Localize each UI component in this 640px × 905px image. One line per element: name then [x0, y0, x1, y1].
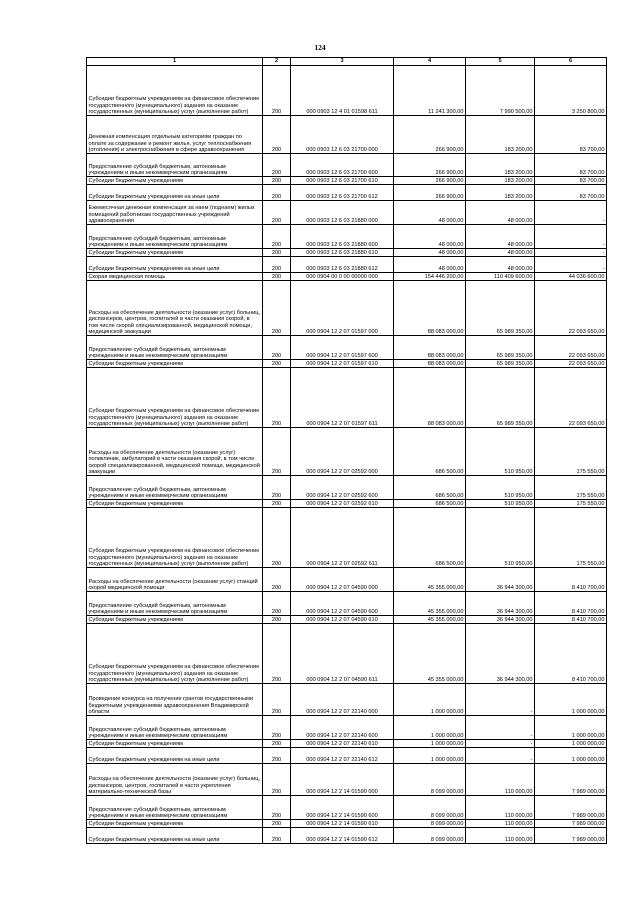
row-amount-total: 48 000,00	[394, 249, 466, 257]
row-column-2: 200	[263, 716, 291, 740]
row-amount-total: 88 083 000,00	[394, 281, 466, 336]
table-row	[87, 716, 607, 740]
row-column-2: 200	[263, 154, 291, 177]
table-row	[87, 185, 607, 201]
column-header: 6	[535, 58, 607, 66]
row-amount-col-6: 22 093 650,00	[535, 368, 607, 428]
row-amount-total: 686 500,00	[394, 428, 466, 476]
row-amount-col-5: 65 989 350,00	[466, 336, 535, 360]
row-column-2: 200	[263, 273, 291, 281]
row-budget-code: 000 0903 12 6 03 21880 600	[291, 225, 394, 249]
row-column-2: 200	[263, 764, 291, 796]
row-name	[87, 616, 263, 624]
row-amount-col-5: 110 409 600,00	[466, 273, 535, 281]
row-name-text: Предоставление субсидий бюджетным, автономным учреждениям и иным некоммерческим организациям	[88, 806, 228, 819]
row-column-2: 200	[263, 748, 291, 764]
table-row	[87, 828, 607, 844]
row-amount-total: 88 083 000,00	[394, 360, 466, 368]
row-budget-code: 000 0903 12 6 03 21700 612	[291, 185, 394, 201]
row-name	[87, 360, 263, 368]
row-budget-code: 000 0904 12 2 07 22140 610	[291, 740, 394, 748]
row-amount-total: 48 000,00	[394, 201, 466, 225]
row-budget-code: 000 0904 12 2 14 01590 600	[291, 796, 394, 820]
row-amount-col-6: 8 410 700,00	[535, 624, 607, 684]
table-row	[87, 281, 607, 336]
row-column-2: 200	[263, 336, 291, 360]
row-amount-col-6: 8 410 700,00	[535, 616, 607, 624]
row-name-text: Денежная компенсация отдельным категориям граждан по оплате за содержание и ремонт жилья, услуг теплоснабжения (отопления) и электроснабжения в сфере здравоохранения	[88, 134, 252, 153]
table-row	[87, 796, 607, 820]
row-amount-total: 11 241 300,00	[394, 66, 466, 116]
row-amount-total: 266 900,00	[394, 185, 466, 201]
row-amount-col-6: 22 093 650,00	[535, 336, 607, 360]
column-header: 1	[87, 58, 263, 66]
table-row	[87, 201, 607, 225]
row-column-2: 200	[263, 225, 291, 249]
row-amount-col-6: -	[535, 257, 607, 273]
row-amount-col-5: -	[466, 684, 535, 716]
row-name	[87, 828, 263, 844]
row-name	[87, 500, 263, 508]
table-row	[87, 428, 607, 476]
row-budget-code: 000 0904 12 2 07 02592 611	[291, 508, 394, 568]
row-name	[87, 257, 263, 273]
row-budget-code: 000 0904 12 2 07 01597 000	[291, 281, 394, 336]
row-amount-col-5: 110 000,00	[466, 764, 535, 796]
row-amount-col-6: 8 410 700,00	[535, 592, 607, 616]
row-name	[87, 508, 263, 568]
row-name-text: Предоставление субсидий бюджетным, автономным учреждениям и иным некоммерческим организациям	[88, 346, 228, 359]
row-name-text: Расходы на обеспечение деятельности (оказание услуг) поликлиник, амбулаторий в части оказания скорой, в том числе скорой специализированной, медицинской помощи, медицинской эвакуации	[88, 450, 260, 475]
row-amount-col-5: 48 000,00	[466, 249, 535, 257]
row-amount-col-6: -	[535, 201, 607, 225]
row-amount-col-5: 48 000,00	[466, 257, 535, 273]
row-amount-total: 45 355 000,00	[394, 624, 466, 684]
row-amount-col-5: 510 950,00	[466, 500, 535, 508]
row-name-text: Ежемесячная денежная компенсация за наем (поднаем) жилых помещений работникам государственных учреждений здравоохранения	[88, 205, 255, 224]
row-amount-col-6: 7 989 000,00	[535, 796, 607, 820]
row-name-text: Субсидии бюджетным учреждениям на финансовое обеспечение государственного (муниципального) задания на оказание государственных (муниципальных) услуг (выполнение работ)	[88, 548, 260, 567]
row-name-text: Предоставление субсидий бюджетным, автономным учреждениям и иным некоммерческим организациям	[88, 602, 228, 615]
row-column-2: 200	[263, 568, 291, 592]
row-amount-total: 8 099 000,00	[394, 828, 466, 844]
row-name	[87, 796, 263, 820]
table-row	[87, 500, 607, 508]
row-budget-code: 000 0904 12 2 07 22140 000	[291, 684, 394, 716]
row-amount-col-6: 83 700,00	[535, 116, 607, 154]
row-amount-col-6: 175 550,00	[535, 428, 607, 476]
row-column-2: 200	[263, 500, 291, 508]
row-amount-col-6: 1 000 000,00	[535, 748, 607, 764]
row-column-2: 200	[263, 428, 291, 476]
row-amount-col-6: -	[535, 225, 607, 249]
row-amount-col-5: 183 200,00	[466, 154, 535, 177]
row-column-2: 200	[263, 740, 291, 748]
row-amount-total: 8 099 000,00	[394, 820, 466, 828]
row-amount-total: 686 500,00	[394, 500, 466, 508]
row-amount-total: 45 355 000,00	[394, 616, 466, 624]
row-name	[87, 273, 263, 281]
row-amount-total: 45 355 000,00	[394, 592, 466, 616]
row-amount-col-6: 1 000 000,00	[535, 740, 607, 748]
row-amount-col-5: 183 200,00	[466, 185, 535, 201]
row-name	[87, 66, 263, 116]
row-name-text: Субсидии бюджетным учреждениям	[88, 500, 183, 507]
table-row	[87, 273, 607, 281]
row-budget-code: 000 0904 12 2 07 02592 600	[291, 476, 394, 500]
row-budget-code: 000 0903 12 6 03 21700 000	[291, 116, 394, 154]
row-amount-total: 266 900,00	[394, 154, 466, 177]
row-name-text: Проведение конкурса на получение грантов государственными бюджетными учреждениями здравоохранения Владимирской области	[88, 696, 254, 715]
row-column-2: 200	[263, 684, 291, 716]
row-amount-total: 686 500,00	[394, 508, 466, 568]
table-row	[87, 684, 607, 716]
row-amount-col-6: 22 093 650,00	[535, 360, 607, 368]
row-name-text: Субсидии бюджетным учреждениям на иные цели	[88, 193, 220, 200]
row-name-text: Субсидии бюджетным учреждениям на иные цели	[88, 756, 220, 763]
row-name-text: Субсидии бюджетным учреждениям	[88, 177, 183, 184]
row-budget-code: 000 0904 12 2 07 02592 000	[291, 428, 394, 476]
row-name	[87, 740, 263, 748]
table-row	[87, 568, 607, 592]
row-amount-col-6: 83 700,00	[535, 154, 607, 177]
row-amount-col-6: -	[535, 249, 607, 257]
table-row	[87, 616, 607, 624]
row-amount-col-6: 1 000 000,00	[535, 716, 607, 740]
table-row	[87, 740, 607, 748]
row-budget-code: 000 0904 12 2 07 04590 000	[291, 568, 394, 592]
row-column-2: 200	[263, 177, 291, 185]
column-header: 4	[394, 58, 466, 66]
row-amount-total: 1 000 000,00	[394, 684, 466, 716]
row-name-text: Субсидии бюджетным учреждениям на финансовое обеспечение государственного (муниципального) задания на оказание государственных (муниципальных) услуг (выполнение работ)	[88, 408, 260, 427]
row-column-2: 200	[263, 368, 291, 428]
row-amount-total: 45 355 000,00	[394, 568, 466, 592]
row-name	[87, 116, 263, 154]
row-name	[87, 684, 263, 716]
column-header: 3	[291, 58, 394, 66]
row-amount-col-5: 36 944 300,00	[466, 592, 535, 616]
row-amount-col-5: 48 000,00	[466, 225, 535, 249]
row-name	[87, 336, 263, 360]
row-amount-col-5: 110 000,00	[466, 796, 535, 820]
table-row	[87, 368, 607, 428]
row-budget-code: 000 0903 12 6 03 21700 600	[291, 154, 394, 177]
row-name-text: Предоставление субсидий бюджетным, автономным учреждениям и иным некоммерческим организациям	[88, 163, 228, 176]
row-name-text: Субсидии бюджетным учреждениям	[88, 820, 183, 827]
row-name-text: Субсидии бюджетным учреждениям на иные цели	[88, 265, 220, 272]
row-name	[87, 368, 263, 428]
row-column-2: 200	[263, 592, 291, 616]
row-column-2: 200	[263, 476, 291, 500]
row-column-2: 200	[263, 820, 291, 828]
row-amount-col-6: 8 410 700,00	[535, 568, 607, 592]
row-name-text: Субсидии бюджетным учреждениям на финансовое обеспечение государственного (муниципального) задания на оказание государственных (муниципальных) услуг (выполнение работ)	[88, 96, 260, 115]
row-amount-col-5: 65 989 350,00	[466, 360, 535, 368]
row-name	[87, 764, 263, 796]
table-row	[87, 624, 607, 684]
row-amount-col-5: 510 950,00	[466, 508, 535, 568]
row-name-text: Предоставление субсидий бюджетным, автономным учреждениям и иным некоммерческим организациям	[88, 726, 228, 739]
row-amount-col-5: 48 000,00	[466, 201, 535, 225]
row-amount-col-5: 7 990 500,00	[466, 66, 535, 116]
row-amount-col-6: 175 550,00	[535, 500, 607, 508]
row-amount-col-6: 7 989 000,00	[535, 764, 607, 796]
row-amount-total: 48 000,00	[394, 225, 466, 249]
row-name-text: Расходы на обеспечение деятельности (оказание услуг) больниц, диспансеров, центров, госпиталей в части укрепления материально-технической базы	[88, 776, 261, 795]
row-amount-col-5: 65 989 350,00	[466, 281, 535, 336]
row-name-text: Расходы на обеспечение деятельности (оказание услуг) больниц, диспансеров, центров, госпиталей в части оказания скорой, в том числе скорой специализированной, медицинской помощи, медицинской эвакуации	[88, 310, 261, 335]
table-row	[87, 225, 607, 249]
table-header-row	[87, 58, 607, 66]
row-amount-total: 1 000 000,00	[394, 748, 466, 764]
row-column-2: 200	[263, 116, 291, 154]
row-amount-total: 266 900,00	[394, 116, 466, 154]
row-column-2: 200	[263, 360, 291, 368]
row-amount-col-5: -	[466, 716, 535, 740]
table-row	[87, 360, 607, 368]
row-amount-col-5: 36 944 300,00	[466, 568, 535, 592]
row-name-text: Субсидии бюджетным учреждениям	[88, 249, 183, 256]
row-column-2: 200	[263, 624, 291, 684]
row-amount-total: 1 000 000,00	[394, 740, 466, 748]
row-budget-code: 000 0904 12 2 07 22140 600	[291, 716, 394, 740]
row-name	[87, 748, 263, 764]
row-amount-total: 8 099 000,00	[394, 764, 466, 796]
row-name-text: Предоставление субсидий бюджетным, автономным учреждениям и иным некоммерческим организациям	[88, 486, 228, 499]
row-name	[87, 624, 263, 684]
row-column-2: 200	[263, 508, 291, 568]
row-budget-code: 000 0904 12 2 07 01597 610	[291, 360, 394, 368]
row-name	[87, 568, 263, 592]
row-name-text: Скорая медицинская помощь	[88, 273, 166, 280]
row-name-text: Субсидии бюджетным учреждениям	[88, 616, 183, 623]
table-row	[87, 257, 607, 273]
row-amount-col-5: 110 000,00	[466, 828, 535, 844]
row-amount-col-5: -	[466, 740, 535, 748]
row-amount-col-6: 22 093 650,00	[535, 281, 607, 336]
row-name	[87, 154, 263, 177]
row-amount-col-5: 65 989 350,00	[466, 368, 535, 428]
table-row	[87, 764, 607, 796]
row-amount-col-6: 1 000 000,00	[535, 684, 607, 716]
row-column-2: 200	[263, 249, 291, 257]
row-column-2: 200	[263, 201, 291, 225]
budget-table	[86, 57, 607, 844]
table-row	[87, 820, 607, 828]
row-name-text: Субсидии бюджетным учреждениям	[88, 740, 183, 747]
row-amount-total: 8 099 000,00	[394, 796, 466, 820]
row-amount-col-5: 36 944 300,00	[466, 616, 535, 624]
row-name	[87, 716, 263, 740]
row-name	[87, 249, 263, 257]
row-amount-col-5: 110 000,00	[466, 820, 535, 828]
row-name	[87, 476, 263, 500]
page-number: 124	[314, 43, 326, 52]
row-amount-total: 88 083 000,00	[394, 336, 466, 360]
row-name	[87, 225, 263, 249]
row-column-2: 200	[263, 281, 291, 336]
row-amount-total: 266 900,00	[394, 177, 466, 185]
row-budget-code: 000 0904 12 2 07 04590 600	[291, 592, 394, 616]
column-header: 5	[466, 58, 535, 66]
table-row	[87, 66, 607, 116]
row-budget-code: 000 0904 12 2 14 01590 610	[291, 820, 394, 828]
row-amount-col-6: 7 989 000,00	[535, 820, 607, 828]
table-row	[87, 177, 607, 185]
column-header: 2	[263, 58, 291, 66]
row-column-2: 200	[263, 185, 291, 201]
row-amount-total: 1 000 000,00	[394, 716, 466, 740]
row-amount-col-6: 175 550,00	[535, 508, 607, 568]
row-name-text: Субсидии бюджетным учреждениям на финансовое обеспечение государственного (муниципального) задания на оказание государственных (муниципальных) услуг (выполнение работ)	[88, 664, 260, 683]
row-amount-col-6: 44 036 600,00	[535, 273, 607, 281]
row-budget-code: 000 0904 12 2 07 02592 610	[291, 500, 394, 508]
row-name	[87, 820, 263, 828]
row-column-2: 200	[263, 257, 291, 273]
row-name	[87, 201, 263, 225]
row-budget-code: 000 0903 12 4 01 01598 611	[291, 66, 394, 116]
row-amount-col-5: 510 950,00	[466, 428, 535, 476]
table-row	[87, 116, 607, 154]
row-amount-col-5: 36 944 300,00	[466, 624, 535, 684]
row-name	[87, 428, 263, 476]
row-column-2: 200	[263, 66, 291, 116]
row-name-text: Расходы на обеспечение деятельности (оказание услуг) станций скорой медицинской помощи	[88, 578, 258, 591]
row-budget-code: 000 0904 12 2 14 01590 612	[291, 828, 394, 844]
row-column-2: 200	[263, 828, 291, 844]
row-name-text: Предоставление субсидий бюджетным, автономным учреждениям и иным некоммерческим организациям	[88, 235, 228, 248]
row-budget-code: 000 0904 00 0 00 00000 000	[291, 273, 394, 281]
row-name	[87, 592, 263, 616]
row-amount-col-5: 510 950,00	[466, 476, 535, 500]
row-budget-code: 000 0904 12 2 07 04590 610	[291, 616, 394, 624]
row-budget-code: 000 0904 12 2 07 04590 611	[291, 624, 394, 684]
row-name	[87, 185, 263, 201]
row-name-text: Субсидии бюджетным учреждениям	[88, 360, 183, 367]
table-row	[87, 336, 607, 360]
row-budget-code: 000 0903 12 6 03 21700 610	[291, 177, 394, 185]
table-row	[87, 154, 607, 177]
row-amount-col-6: 83 700,00	[535, 185, 607, 201]
row-amount-total: 48 000,00	[394, 257, 466, 273]
table-row	[87, 508, 607, 568]
row-amount-col-6: 3 250 800,00	[535, 66, 607, 116]
row-name	[87, 281, 263, 336]
row-amount-col-5: 183 200,00	[466, 177, 535, 185]
row-budget-code: 000 0904 12 2 07 01597 600	[291, 336, 394, 360]
row-amount-total: 88 083 000,00	[394, 368, 466, 428]
table-row	[87, 592, 607, 616]
row-budget-code: 000 0904 12 2 07 01597 611	[291, 368, 394, 428]
row-column-2: 200	[263, 616, 291, 624]
row-budget-code: 000 0904 12 2 07 22140 612	[291, 748, 394, 764]
row-amount-total: 154 446 200,00	[394, 273, 466, 281]
row-name	[87, 177, 263, 185]
row-budget-code: 000 0903 12 6 03 21880 612	[291, 257, 394, 273]
budget-table-body	[87, 58, 607, 844]
table-row	[87, 249, 607, 257]
row-amount-col-5: -	[466, 748, 535, 764]
row-budget-code: 000 0904 12 2 14 01590 000	[291, 764, 394, 796]
row-name-text: Субсидии бюджетным учреждениям на иные цели	[88, 836, 220, 843]
row-budget-code: 000 0903 12 6 03 21880 000	[291, 201, 394, 225]
row-budget-code: 000 0903 12 6 03 21880 610	[291, 249, 394, 257]
table-row	[87, 476, 607, 500]
row-amount-col-6: 175 550,00	[535, 476, 607, 500]
table-row	[87, 748, 607, 764]
row-amount-total: 686 500,00	[394, 476, 466, 500]
row-amount-col-6: 7 989 000,00	[535, 828, 607, 844]
row-amount-col-5: 183 200,00	[466, 116, 535, 154]
row-column-2: 200	[263, 796, 291, 820]
row-amount-col-6: 83 700,00	[535, 177, 607, 185]
